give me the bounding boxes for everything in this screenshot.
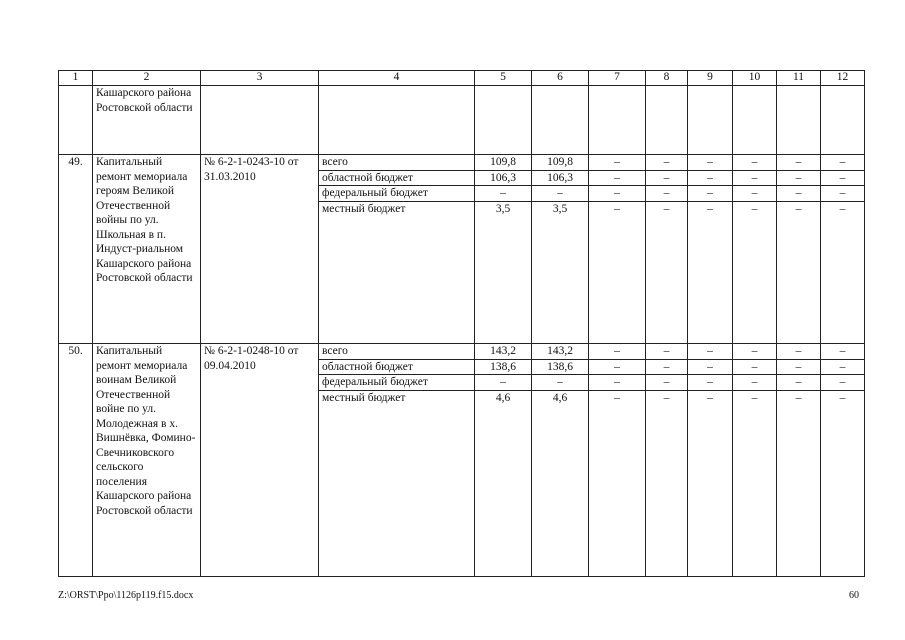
dash-cell: – xyxy=(589,155,645,171)
value-cell: 106,3 xyxy=(475,171,531,187)
value-col-12 xyxy=(821,344,865,577)
continued-c8 xyxy=(646,86,688,155)
value-cell: 143,2 xyxy=(532,344,588,360)
value-cell: – xyxy=(532,186,588,202)
value-col-11 xyxy=(777,344,821,577)
continued-c10 xyxy=(733,86,777,155)
value-cell: 106,3 xyxy=(532,171,588,187)
dash-cell: – xyxy=(733,155,776,171)
budget-sources xyxy=(319,344,475,577)
dash-cell: – xyxy=(614,202,620,215)
dash-cell: – xyxy=(589,360,645,376)
budget-source-label: областной бюджет xyxy=(319,360,474,376)
value-cell: 138,6 xyxy=(475,360,531,376)
document-table xyxy=(58,70,865,577)
dash-cell: – xyxy=(821,375,864,391)
budget-source-label: местный бюджет xyxy=(322,202,406,215)
dash-cell: – xyxy=(821,155,864,171)
dash-cell: – xyxy=(821,360,864,376)
col-header-9: 9 xyxy=(688,71,733,86)
dash-cell: – xyxy=(589,186,645,202)
value-cell: – xyxy=(475,375,531,391)
dash-cell: – xyxy=(733,375,776,391)
dash-cell: – xyxy=(646,155,687,171)
col-header-2: 2 xyxy=(93,71,201,86)
dash-cell: – xyxy=(821,171,864,187)
col-header-12: 12 xyxy=(821,71,865,86)
col-header-4: 4 xyxy=(319,71,475,86)
footer-file-path: Z:\ORST\Ppo\1126p119.f15.docx xyxy=(58,590,194,601)
dash-cell: – xyxy=(777,344,820,360)
dash-cell: – xyxy=(707,391,713,404)
dash-cell: – xyxy=(777,360,820,376)
dash-cell: – xyxy=(733,171,776,187)
dash-cell: – xyxy=(646,171,687,187)
dash-cell: – xyxy=(751,202,758,215)
dash-cell: – xyxy=(646,344,687,360)
dash-cell: – xyxy=(707,202,713,215)
dash-cell: – xyxy=(589,375,645,391)
value-cell: – xyxy=(475,186,531,202)
col-header-7: 7 xyxy=(589,71,646,86)
col-header-1: 1 xyxy=(59,71,93,86)
dash-cell: – xyxy=(733,344,776,360)
continued-row xyxy=(59,86,865,155)
value-cell: 4,6 xyxy=(495,391,511,404)
continued-num xyxy=(59,86,93,155)
value-col-6 xyxy=(532,155,589,344)
dash-cell: – xyxy=(821,186,864,202)
dash-cell: – xyxy=(646,186,687,202)
dash-cell: – xyxy=(733,186,776,202)
continued-c12 xyxy=(821,86,865,155)
document-reference: № 6-2-1-0248-10 от 09.04.2010 xyxy=(201,344,319,577)
col-header-3: 3 xyxy=(201,71,319,86)
object-row xyxy=(59,344,865,577)
dash-cell: – xyxy=(777,155,820,171)
dash-cell: – xyxy=(589,344,645,360)
value-col-5 xyxy=(475,155,532,344)
dash-cell: – xyxy=(839,202,846,215)
continued-name: Кашарского района Ростовской области xyxy=(93,86,201,155)
footer-page-number: 60 xyxy=(849,590,859,601)
value-col-11 xyxy=(777,155,821,344)
col-header-8: 8 xyxy=(646,71,688,86)
value-col-6 xyxy=(532,344,589,577)
column-numbers-row xyxy=(59,71,865,86)
dash-cell: – xyxy=(777,375,820,391)
value-col-9 xyxy=(688,344,733,577)
continued-c9 xyxy=(688,86,733,155)
dash-cell: – xyxy=(663,202,670,215)
value-col-10 xyxy=(733,344,777,577)
dash-cell: – xyxy=(839,391,846,404)
value-col-12 xyxy=(821,155,865,344)
value-col-9 xyxy=(688,155,733,344)
dash-cell: – xyxy=(688,155,732,171)
col-header-10: 10 xyxy=(733,71,777,86)
dash-cell: – xyxy=(646,375,687,391)
dash-cell: – xyxy=(777,186,820,202)
value-col-7 xyxy=(589,344,646,577)
dash-cell: – xyxy=(795,202,802,215)
dash-cell: – xyxy=(777,171,820,187)
budget-source-label: всего xyxy=(319,344,474,360)
object-row xyxy=(59,155,865,344)
value-cell: 3,5 xyxy=(552,202,568,215)
budget-source-label: областной бюджет xyxy=(319,171,474,187)
col-header-5: 5 xyxy=(475,71,532,86)
col-header-6: 6 xyxy=(532,71,589,86)
value-col-10 xyxy=(733,155,777,344)
value-col-5 xyxy=(475,344,532,577)
value-col-8 xyxy=(646,155,688,344)
continued-c6 xyxy=(532,86,589,155)
dash-cell: – xyxy=(646,360,687,376)
budget-source-label: местный бюджет xyxy=(322,391,406,404)
dash-cell: – xyxy=(821,344,864,360)
dash-cell: – xyxy=(795,391,802,404)
document-reference: № 6-2-1-0243-10 от 31.03.2010 xyxy=(201,155,319,344)
value-cell: 143,2 xyxy=(475,344,531,360)
dash-cell: – xyxy=(751,391,758,404)
dash-cell: – xyxy=(688,375,732,391)
value-col-8 xyxy=(646,344,688,577)
object-name: Капитальный ремонт мемориала воинам Великой Отечественной войне по ул. Молодежная в х. Вишнёвка, Фомино-Свечниковского сельского поселения Кашарского района Ростовской области xyxy=(93,344,201,577)
dash-cell: – xyxy=(733,360,776,376)
col-header-11: 11 xyxy=(777,71,821,86)
budget-source-label: всего xyxy=(319,155,474,171)
dash-cell: – xyxy=(688,186,732,202)
continued-c11 xyxy=(777,86,821,155)
budget-source-label: федеральный бюджет xyxy=(319,186,474,202)
value-col-7 xyxy=(589,155,646,344)
value-cell: 109,8 xyxy=(475,155,531,171)
dash-cell: – xyxy=(688,171,732,187)
continued-c7 xyxy=(589,86,646,155)
continued-doc xyxy=(201,86,319,155)
continued-budget xyxy=(319,86,475,155)
row-number: 50. xyxy=(59,344,93,577)
dash-cell: – xyxy=(663,391,670,404)
value-cell: 4,6 xyxy=(552,391,568,404)
value-cell: 138,6 xyxy=(532,360,588,376)
row-number: 49. xyxy=(59,155,93,344)
dash-cell: – xyxy=(614,391,620,404)
continued-c5 xyxy=(475,86,532,155)
object-name: Капитальный ремонт мемориала героям Великой Отечественной войны по ул. Школьная в п. Индуст-риальном Кашарского района Ростовской области xyxy=(93,155,201,344)
value-cell: 3,5 xyxy=(495,202,511,215)
budget-source-label: федеральный бюджет xyxy=(319,375,474,391)
budget-sources xyxy=(319,155,475,344)
value-cell: – xyxy=(532,375,588,391)
dash-cell: – xyxy=(589,171,645,187)
dash-cell: – xyxy=(688,360,732,376)
dash-cell: – xyxy=(688,344,732,360)
value-cell: 109,8 xyxy=(532,155,588,171)
